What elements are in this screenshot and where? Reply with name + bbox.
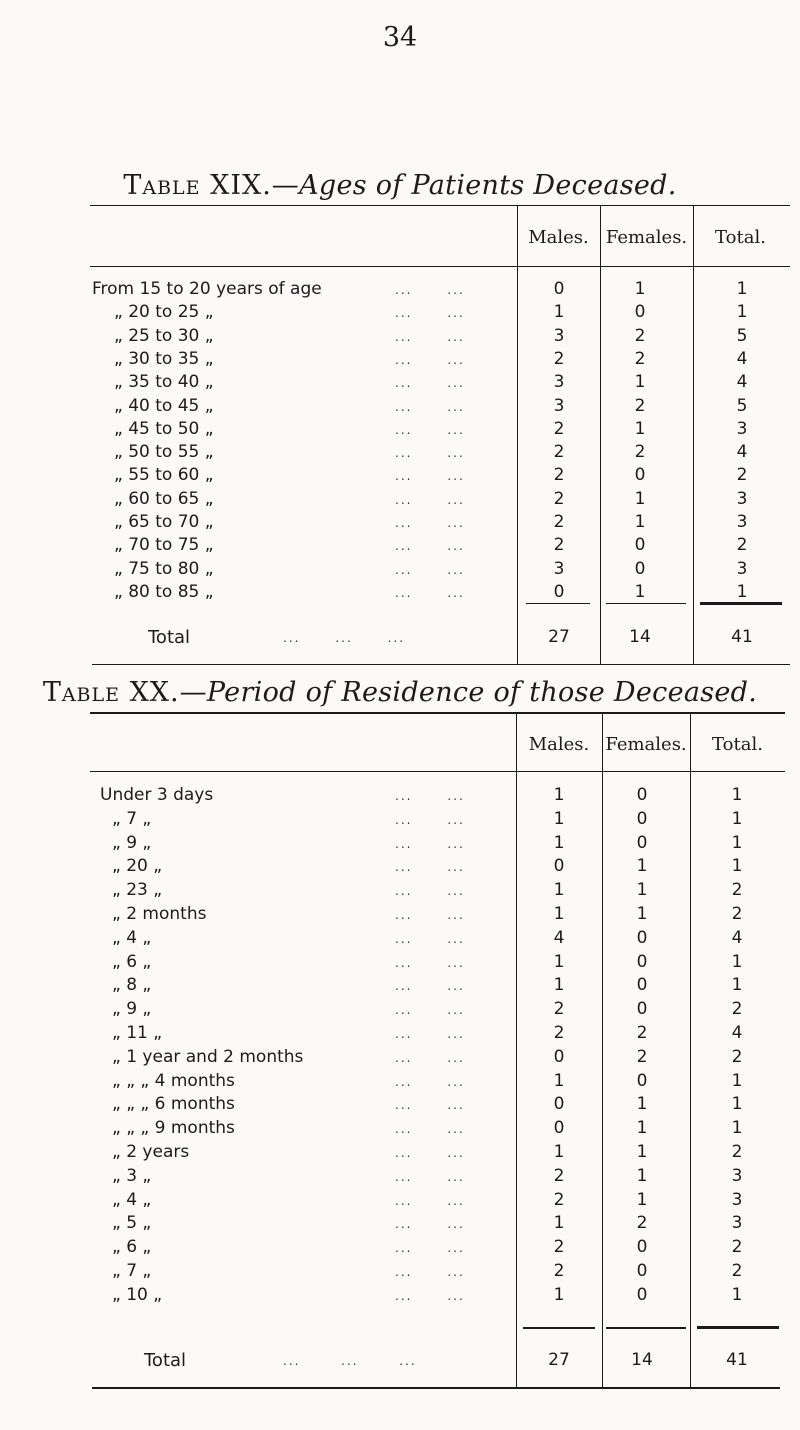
row-females: 1 [634, 372, 646, 393]
header-females: Females. [605, 227, 688, 248]
table-row [0, 999, 800, 1021]
leader-dots: ... ... [395, 955, 465, 970]
leader-dots: ... ... [395, 516, 465, 530]
header-females: Females. [605, 734, 687, 755]
table-row [0, 465, 800, 487]
row-females: 1 [634, 488, 646, 509]
row-males: 2 [553, 1189, 565, 1210]
row-label: „ 20 to 25 „ [114, 302, 214, 323]
row-total: 3 [731, 1213, 743, 1234]
table-row [0, 1285, 800, 1307]
row-label: „ 6 „ [112, 951, 152, 972]
row-females: 1 [636, 1142, 648, 1162]
row-label: „ 65 to 70 „ [114, 512, 214, 532]
row-total: 1 [736, 581, 748, 602]
row-total: 1 [731, 1284, 743, 1305]
row-total: 3 [731, 1189, 743, 1210]
leader-dots: ... ... [395, 469, 465, 484]
row-females: 1 [634, 279, 646, 299]
leader-dots: ... ... [395, 1193, 465, 1208]
row-total: 2 [731, 1237, 743, 1258]
row-males: 1 [553, 1213, 565, 1234]
table-row [0, 442, 800, 464]
row-label: „ 70 to 75 „ [114, 535, 214, 556]
table-row [0, 1047, 800, 1069]
row-females: 1 [634, 512, 646, 532]
leader-dots: ... ... [395, 1265, 465, 1279]
leader-dots: ... ... [395, 562, 465, 577]
header-total: Total. [715, 227, 766, 248]
total-total: 41 [731, 627, 753, 647]
row-label: „ 75 to 80 „ [114, 558, 214, 579]
row-females: 0 [634, 558, 646, 579]
table-row [0, 489, 800, 511]
leader-dots: ... ... [395, 329, 465, 344]
row-males: 1 [553, 951, 565, 972]
row-males: 2 [553, 418, 565, 439]
row-total: 3 [736, 418, 748, 439]
row-total: 1 [731, 1118, 743, 1139]
row-label: „ „ „ 4 months [112, 1070, 235, 1091]
row-males: 1 [553, 880, 565, 901]
row-label: „ 8 „ [112, 975, 152, 996]
row-label: „ 60 to 65 „ [114, 488, 214, 509]
row-label: „ „ „ 6 months [112, 1094, 235, 1115]
row-males: 2 [553, 1023, 565, 1043]
leader-dots: ... ... [395, 908, 465, 922]
leader-dots: ... ... [395, 1288, 465, 1303]
row-label: „ 45 to 50 „ [114, 418, 214, 439]
row-males: 1 [553, 1284, 565, 1305]
row-label: „ 4 „ [112, 927, 152, 948]
row-females: 0 [636, 999, 648, 1020]
total-row: Total ... ... ... 27 14 41 [0, 627, 800, 649]
row-total: 2 [731, 904, 743, 924]
leader-dots: ... ... [395, 812, 465, 827]
row-label: „ 5 „ [112, 1213, 152, 1234]
row-label: „ 25 to 30 „ [114, 325, 214, 346]
row-females: 0 [636, 832, 648, 853]
leader-dots: ... ... [395, 1074, 465, 1089]
row-males: 3 [553, 325, 565, 346]
leader-dots: ... ... [395, 352, 465, 367]
row-females: 2 [636, 1046, 648, 1067]
row-label: „ 40 to 45 „ [114, 395, 214, 416]
row-total: 1 [736, 279, 748, 299]
row-females: 0 [634, 535, 646, 556]
table-20-title: —Period of Residence of those Deceased. [179, 677, 758, 708]
leader-dots: ... ... [395, 492, 465, 507]
row-females: 1 [636, 880, 648, 901]
row-total: 1 [731, 1070, 743, 1091]
row-label: „ 1 year and 2 months [112, 1046, 304, 1067]
leader-dots: ... ... [395, 836, 465, 851]
leader-dots: ... ... [395, 1122, 465, 1137]
leader-dots: ... ... [395, 860, 465, 875]
header-males: Males. [528, 734, 590, 755]
row-total: 2 [731, 1261, 743, 1281]
table-row [0, 1213, 800, 1235]
leader-dots: ... ... [395, 422, 465, 437]
row-males: 2 [553, 535, 565, 556]
row-females: 0 [636, 785, 648, 805]
leader-dots: ... ... [395, 979, 465, 994]
leader-dots: ... ... [395, 1241, 465, 1256]
row-label: „ 10 „ [112, 1284, 163, 1305]
row-label: Under 3 days [100, 785, 214, 805]
total-males: 27 [548, 1350, 570, 1370]
leader-dots: ... ... [395, 1169, 465, 1184]
row-total: 4 [731, 927, 743, 948]
table-row [0, 512, 800, 534]
row-males: 1 [553, 975, 565, 996]
row-total: 2 [736, 465, 748, 486]
table-row [0, 1142, 800, 1164]
row-males: 2 [553, 442, 565, 463]
header-males: Males. [528, 227, 589, 248]
row-label: „ 2 months [112, 904, 207, 924]
row-males: 0 [553, 1118, 565, 1139]
row-males: 3 [553, 372, 565, 393]
row-females: 2 [634, 348, 646, 369]
row-total: 4 [731, 1023, 743, 1043]
total-males: 27 [548, 627, 570, 647]
row-total: 1 [736, 302, 748, 323]
row-males: 0 [553, 1046, 565, 1067]
row-total: 4 [736, 348, 748, 369]
row-females: 0 [636, 1237, 648, 1258]
row-females: 0 [636, 927, 648, 948]
row-males: 2 [553, 488, 565, 509]
row-females: 0 [636, 1284, 648, 1305]
leader-dots: ... ... [395, 585, 465, 600]
row-total: 3 [736, 488, 748, 509]
leader-dots: ... ... [395, 446, 465, 461]
leader-dots: ... ... [395, 1027, 465, 1041]
leader-dots: ... ... [395, 306, 465, 321]
row-females: 1 [636, 1094, 648, 1115]
row-total: 1 [731, 951, 743, 972]
total-females: 14 [631, 1350, 653, 1370]
row-label: „ 55 to 60 „ [114, 465, 214, 486]
table-row [0, 1023, 800, 1045]
row-total: 3 [736, 558, 748, 579]
row-females: 0 [636, 951, 648, 972]
table-20-caption [0, 677, 800, 708]
total-total: 41 [726, 1350, 748, 1370]
leader-dots: ... ... [395, 789, 465, 803]
table-row [0, 1118, 800, 1140]
table-row [0, 1071, 800, 1093]
row-label: „ 7 „ [112, 1261, 152, 1281]
table-row [0, 1094, 800, 1116]
row-label: „ 80 to 85 „ [114, 581, 214, 602]
row-males: 2 [553, 465, 565, 486]
row-label: „ 20 „ [112, 856, 163, 877]
row-females: 0 [636, 1261, 648, 1281]
leader-dots: ... ... [395, 283, 465, 297]
row-females: 1 [636, 1189, 648, 1210]
row-males: 2 [553, 512, 565, 532]
table-row [0, 302, 800, 324]
table-row [0, 785, 800, 807]
row-label: From 15 to 20 years of age [92, 279, 322, 299]
row-label: „ 6 „ [112, 1237, 152, 1258]
table-19-number: Table XIX. [123, 170, 272, 201]
row-total: 5 [736, 395, 748, 416]
row-females: 0 [634, 465, 646, 486]
row-label: „ 4 „ [112, 1189, 152, 1210]
row-total: 3 [736, 512, 748, 532]
row-label: „ 9 „ [112, 832, 152, 853]
row-label: „ „ „ 9 months [112, 1118, 235, 1139]
row-females: 1 [636, 1165, 648, 1186]
row-total: 1 [731, 856, 743, 877]
row-males: 1 [553, 1070, 565, 1091]
row-males: 0 [553, 279, 565, 299]
table-row [0, 952, 800, 974]
row-males: 1 [553, 302, 565, 323]
row-males: 4 [553, 927, 565, 948]
row-label: „ 50 to 55 „ [114, 442, 214, 463]
row-males: 2 [553, 348, 565, 369]
table-row [0, 856, 800, 878]
table-20-number: Table XX. [42, 677, 180, 708]
leader-dots: ... ... [395, 1003, 465, 1018]
row-males: 2 [553, 999, 565, 1020]
table-row [0, 279, 800, 301]
row-males: 1 [553, 832, 565, 853]
row-males: 3 [553, 395, 565, 416]
total-females: 14 [629, 627, 651, 647]
row-males: 3 [553, 558, 565, 579]
row-total: 4 [736, 372, 748, 393]
row-females: 1 [636, 856, 648, 877]
table-row [0, 582, 800, 604]
row-total: 4 [736, 442, 748, 463]
header-total: Total. [712, 734, 763, 755]
table-row [0, 975, 800, 997]
row-females: 1 [636, 1118, 648, 1139]
total-row: Total ... ... ... 27 14 41 [0, 1350, 800, 1372]
table-row [0, 809, 800, 831]
row-males: 1 [553, 785, 565, 805]
table-row [0, 1166, 800, 1188]
row-label: „ 35 to 40 „ [114, 372, 214, 393]
row-males: 0 [553, 1094, 565, 1115]
row-total: 1 [731, 808, 743, 829]
row-females: 0 [636, 1070, 648, 1091]
row-total: 2 [731, 999, 743, 1020]
leader-dots: ... ... [395, 1050, 465, 1065]
row-females: 2 [636, 1023, 648, 1043]
row-total: 1 [731, 1094, 743, 1115]
row-females: 2 [634, 442, 646, 463]
table-row [0, 1261, 800, 1283]
table-row [0, 419, 800, 441]
row-males: 1 [553, 808, 565, 829]
row-females: 0 [636, 808, 648, 829]
leader-dots: ... ... [395, 1146, 465, 1160]
leader-dots: ... ... [395, 399, 465, 414]
table-row [0, 1237, 800, 1259]
table-20 [0, 712, 800, 1389]
total-label: Total [148, 627, 191, 648]
table-row [0, 326, 800, 348]
row-label: „ 11 „ [112, 1023, 163, 1043]
table-row [0, 928, 800, 950]
row-label: „ 3 „ [112, 1165, 152, 1186]
row-females: 0 [636, 975, 648, 996]
table-19-caption [0, 170, 800, 201]
total-label: Total [144, 1350, 187, 1371]
table-row [0, 880, 800, 902]
row-males: 1 [553, 904, 565, 924]
table-row [0, 559, 800, 581]
row-total: 1 [731, 832, 743, 853]
row-females: 0 [634, 302, 646, 323]
table-row [0, 372, 800, 394]
row-males: 2 [553, 1165, 565, 1186]
row-females: 2 [634, 325, 646, 346]
row-label: „ 7 „ [112, 808, 152, 829]
table-19 [0, 205, 800, 665]
page-number: 34 [382, 22, 418, 53]
row-total: 2 [736, 535, 748, 556]
row-label: „ 2 years [112, 1142, 190, 1162]
leader-dots: ... ... [395, 539, 465, 554]
table-row [0, 1190, 800, 1212]
row-total: 2 [731, 1142, 743, 1162]
row-males: 0 [553, 581, 565, 602]
row-males: 2 [553, 1237, 565, 1258]
leader-dots: ... ... [395, 376, 465, 391]
row-males: 2 [553, 1261, 565, 1281]
row-males: 0 [553, 856, 565, 877]
row-males: 1 [553, 1142, 565, 1162]
table-19-title: —Ages of Patients Deceased. [271, 170, 677, 201]
row-label: „ 30 to 35 „ [114, 348, 214, 369]
row-females: 1 [636, 904, 648, 924]
leader-dots: ... ... [395, 884, 465, 899]
row-total: 1 [731, 975, 743, 996]
table-row [0, 349, 800, 371]
row-total: 3 [731, 1165, 743, 1186]
row-females: 2 [634, 395, 646, 416]
row-females: 1 [634, 418, 646, 439]
leader-dots: ... ... [395, 1098, 465, 1113]
row-label: „ 23 „ [112, 880, 163, 901]
row-females: 2 [636, 1213, 648, 1234]
leader-dots: ... ... [395, 931, 465, 946]
row-total: 5 [736, 325, 748, 346]
table-row [0, 833, 800, 855]
table-row [0, 396, 800, 418]
table-row [0, 904, 800, 926]
row-total: 2 [731, 1046, 743, 1067]
row-total: 2 [731, 880, 743, 901]
row-label: „ 9 „ [112, 999, 152, 1020]
row-total: 1 [731, 785, 743, 805]
table-row [0, 535, 800, 557]
row-females: 1 [634, 581, 646, 602]
leader-dots: ... ... [395, 1217, 465, 1232]
